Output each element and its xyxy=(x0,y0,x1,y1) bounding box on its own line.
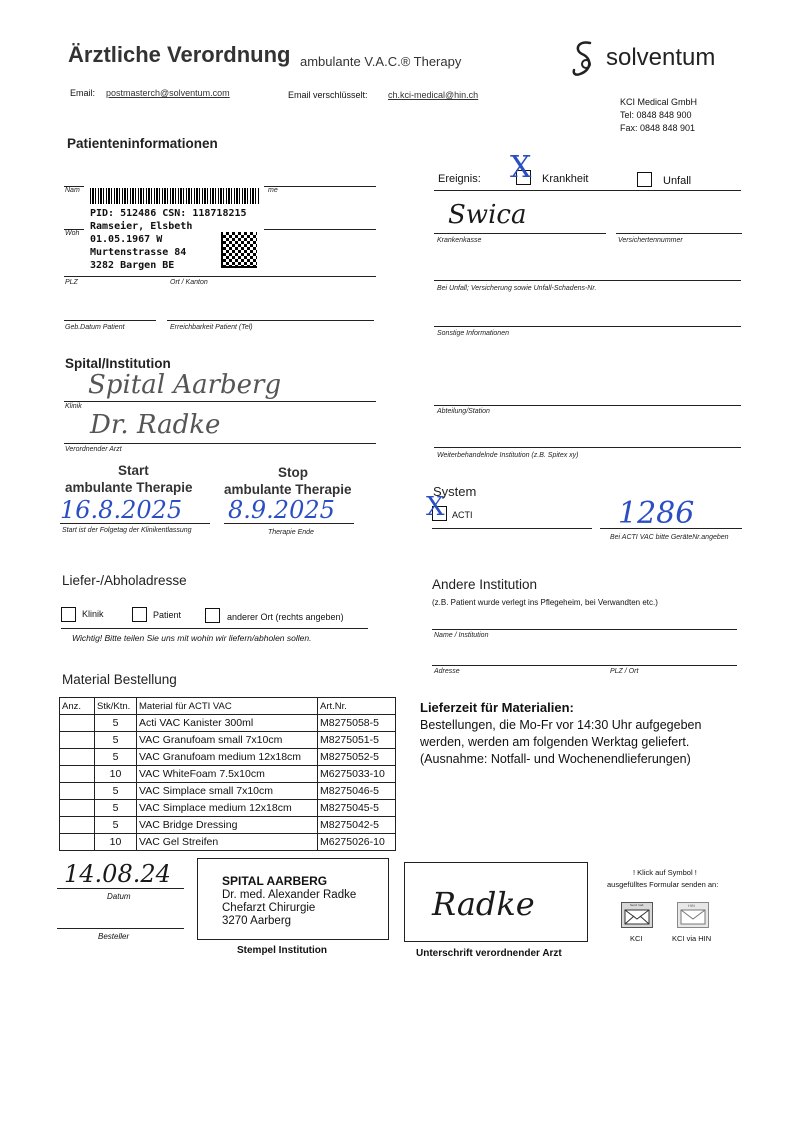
liefer-klinik-checkbox[interactable] xyxy=(61,607,76,622)
label-andere-plz: PLZ / Ort xyxy=(610,668,639,675)
material-name-cell: VAC Granufoam medium 12x18cm xyxy=(137,749,318,766)
material-name-cell: VAC Granufoam small 7x10cm xyxy=(137,732,318,749)
sticker-line3: 01.05.1967 W xyxy=(90,234,163,245)
material-anz-cell[interactable] xyxy=(60,783,95,800)
klick-line-2: ausgefülltes Formular senden an: xyxy=(607,880,719,889)
krankheit-label: Krankheit xyxy=(542,173,589,185)
label-stempel: Stempel Institution xyxy=(237,945,327,956)
send-kci-mail-icon[interactable] xyxy=(621,902,653,928)
material-col-name: Material für ACTI VAC xyxy=(137,698,318,715)
andere-note: (z.B. Patient wurde verlegt ins Pflegeheim, bei Verwandten etc.) xyxy=(432,598,658,607)
sticker-line1: PID: 512486 CSN: 118718215 xyxy=(90,208,247,219)
spital-heading: Spital/Institution xyxy=(65,356,171,371)
material-name-cell: VAC Simplace small 7x10cm xyxy=(137,783,318,800)
email-enc-link[interactable]: ch.kci-medical@hin.ch xyxy=(388,90,479,100)
material-art-cell: M8275052-5 xyxy=(318,749,396,766)
andere-heading: Andere Institution xyxy=(432,577,538,592)
table-row xyxy=(60,783,396,800)
email-enc-label: Email verschlüsselt: xyxy=(288,90,368,100)
material-col-art: Art.Nr. xyxy=(318,698,396,715)
table-row xyxy=(60,834,396,851)
send-hin-icon-caption: HIN xyxy=(688,903,695,908)
material-stk-cell: 5 xyxy=(95,783,137,800)
label-arzt: Verordnender Arzt xyxy=(65,446,122,453)
liefer-anderer-label: anderer Ort (rechts angeben) xyxy=(227,612,344,622)
liefer-heading: Liefer-/Abholadresse xyxy=(62,573,187,588)
table-row xyxy=(60,715,396,732)
send-hin-label: KCI via HIN xyxy=(672,934,712,943)
material-anz-cell[interactable] xyxy=(60,749,95,766)
liefer-note: Wichtig! Bitte teilen Sie uns mit wohin wir liefern/abholen sollen. xyxy=(72,633,312,643)
material-art-cell: M6275026-10 xyxy=(318,834,396,851)
patient-heading: Patienteninformationen xyxy=(67,136,218,151)
table-row xyxy=(60,800,396,817)
label-vorname: me xyxy=(268,187,278,194)
material-stk-cell: 5 xyxy=(95,800,137,817)
label-plz: PLZ xyxy=(65,279,78,286)
krankenkasse-value: Swica xyxy=(448,200,527,230)
material-anz-cell[interactable] xyxy=(60,715,95,732)
label-name: Nam xyxy=(65,187,80,194)
material-stk-cell: 10 xyxy=(95,766,137,783)
material-stk-cell: 5 xyxy=(95,749,137,766)
label-unfall-versicherung: Bei Unfall; Versicherung sowie Unfall-Schadens-Nr. xyxy=(437,285,597,292)
stop-title-2: ambulante Therapie xyxy=(224,482,352,497)
unfall-checkbox[interactable] xyxy=(637,172,652,187)
material-name-cell: VAC Gel Streifen xyxy=(137,834,318,851)
material-anz-cell[interactable] xyxy=(60,817,95,834)
table-row xyxy=(60,817,396,834)
table-row xyxy=(60,766,396,783)
arzt-value: Dr. Radke xyxy=(90,410,221,440)
label-wohnort: Woh xyxy=(65,230,80,237)
patient-sticker xyxy=(84,184,264,276)
label-andere-adresse: Adresse xyxy=(434,668,460,675)
liefer-patient-label: Patient xyxy=(153,610,182,620)
material-anz-cell[interactable] xyxy=(60,834,95,851)
form-title: Ärztliche Verordnung xyxy=(68,42,291,67)
unfall-label: Unfall xyxy=(663,175,692,187)
material-table xyxy=(59,697,396,851)
geraete-nr-value: 1286 xyxy=(618,496,695,531)
label-geraetenr: Bei ACTI VAC bitte GeräteNr.angeben xyxy=(610,534,729,541)
acti-label: ACTI xyxy=(452,510,473,520)
label-gebdatum: Geb.Datum Patient xyxy=(65,324,125,331)
klick-line-1: ! Klick auf Symbol ! xyxy=(633,868,697,877)
email-label: Email: xyxy=(70,88,96,98)
label-andere-name: Name / Institution xyxy=(434,632,489,639)
material-stk-cell: 5 xyxy=(95,817,137,834)
datamatrix-icon xyxy=(221,232,257,268)
ereignis-label: Ereignis: xyxy=(438,173,481,185)
lieferzeit-text-1: Bestellungen, die Mo-Fr vor 14:30 Uhr aufgegeben xyxy=(420,718,702,732)
material-art-cell: M8275058-5 xyxy=(318,715,396,732)
lieferzeit-text-3: (Ausnahme: Notfall- und Wochenendlieferungen) xyxy=(420,752,691,766)
material-stk-cell: 5 xyxy=(95,715,137,732)
stop-title-1: Stop xyxy=(278,465,308,480)
company-fax: Fax: 0848 848 901 xyxy=(620,123,696,133)
label-erreichbarkeit: Erreichbarkeit Patient (Tel) xyxy=(170,324,253,331)
material-art-cell: M8275042-5 xyxy=(318,817,396,834)
material-art-cell: M8275051-5 xyxy=(318,732,396,749)
system-heading: System xyxy=(433,484,477,499)
send-kci-icon-caption: Send mail xyxy=(630,903,644,907)
material-header-row xyxy=(60,698,396,715)
label-abteilung: Abteilung/Station xyxy=(437,408,490,415)
material-col-anz: Anz. xyxy=(60,698,95,715)
liefer-anderer-checkbox[interactable] xyxy=(205,608,220,623)
material-stk-cell: 5 xyxy=(95,732,137,749)
brand-logo-icon xyxy=(570,40,598,78)
label-weiterbehandelnde: Weiterbehandelnde Institution (z.B. Spitex xy) xyxy=(437,452,579,459)
krankheit-check-mark-icon: X xyxy=(510,150,532,185)
start-title-1: Start xyxy=(118,463,149,478)
stamp-line-3: Chefarzt Chirurgie xyxy=(222,902,316,914)
material-stk-cell: 10 xyxy=(95,834,137,851)
material-anz-cell[interactable] xyxy=(60,800,95,817)
signature-value: Radke xyxy=(432,885,535,923)
company-tel: Tel: 0848 848 900 xyxy=(620,110,692,120)
material-name-cell: VAC WhiteFoam 7.5x10cm xyxy=(137,766,318,783)
start-date-value: 16.8.2025 xyxy=(60,496,183,524)
sticker-line4: Murtenstrasse 84 xyxy=(90,247,187,258)
company-name: KCI Medical GmbH xyxy=(620,97,698,107)
brand-name: solventum xyxy=(606,44,716,71)
material-anz-cell[interactable] xyxy=(60,732,95,749)
label-klinik: Klinik xyxy=(65,403,82,410)
send-kci-label: KCI xyxy=(630,934,643,943)
label-ort: Ort / Kanton xyxy=(170,279,208,286)
acti-check-mark-icon: X xyxy=(426,492,445,522)
material-name-cell: VAC Bridge Dressing xyxy=(137,817,318,834)
label-therapie-ende: Therapie Ende xyxy=(268,529,314,536)
label-sonstige: Sonstige Informationen xyxy=(437,330,509,337)
material-anz-cell[interactable] xyxy=(60,766,95,783)
material-art-cell: M8275046-5 xyxy=(318,783,396,800)
material-name-cell: VAC Simplace medium 12x18cm xyxy=(137,800,318,817)
klinik-value: Spital Aarberg xyxy=(88,370,282,400)
start-title-2: ambulante Therapie xyxy=(65,480,193,495)
barcode-icon xyxy=(90,188,260,204)
label-krankenkasse: Krankenkasse xyxy=(437,237,482,244)
material-art-cell: M8275045-5 xyxy=(318,800,396,817)
label-besteller: Besteller xyxy=(98,932,130,941)
material-col-stk: Stk/Ktn. xyxy=(95,698,137,715)
sticker-line5: 3282 Bargen BE xyxy=(90,260,175,271)
email-link[interactable]: postmasterch@solventum.com xyxy=(106,88,230,98)
material-name-cell: Acti VAC Kanister 300ml xyxy=(137,715,318,732)
label-versichertennummer: Versichertennummer xyxy=(618,237,683,244)
label-datum: Datum xyxy=(107,892,131,901)
stamp-line-2: Dr. med. Alexander Radke xyxy=(222,889,357,901)
liefer-klinik-label: Klinik xyxy=(82,609,104,619)
datum-value: 14.08.24 xyxy=(64,860,171,888)
stamp-line-1: SPITAL AARBERG xyxy=(222,874,328,888)
material-art-cell: M6275033-10 xyxy=(318,766,396,783)
stamp-line-4: 3270 Aarberg xyxy=(222,915,292,927)
stop-date-value: 8.9.2025 xyxy=(228,496,335,524)
lieferzeit-text-2: werden, werden am folgenden Werktag geliefert. xyxy=(420,735,690,749)
label-signature: Unterschrift verordnender Arzt xyxy=(416,948,562,959)
material-heading: Material Bestellung xyxy=(62,672,177,687)
form-subtitle: ambulante V.A.C.® Therapy xyxy=(300,54,462,69)
send-hin-mail-icon[interactable] xyxy=(677,902,709,928)
sticker-line2: Ramseier, Elsbeth xyxy=(90,221,193,232)
table-row xyxy=(60,749,396,766)
liefer-patient-checkbox[interactable] xyxy=(132,607,147,622)
lieferzeit-title: Lieferzeit für Materialien: xyxy=(420,700,574,715)
table-row xyxy=(60,732,396,749)
label-start-hint: Start ist der Folgetag der Klinikentlassung xyxy=(62,527,192,534)
